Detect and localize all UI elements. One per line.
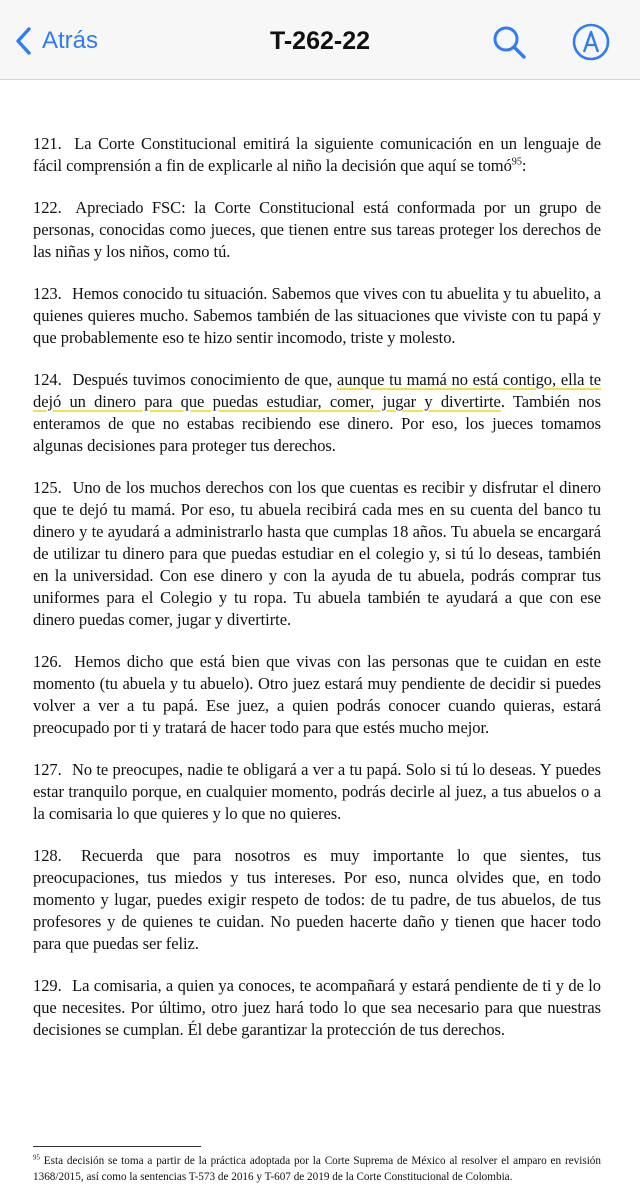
- paragraph-number: 127.: [33, 760, 62, 779]
- navigation-bar: [0, 0, 640, 80]
- search-button[interactable]: [489, 22, 529, 62]
- footnote-95: [33, 1153, 601, 1185]
- paragraph-125: [33, 477, 601, 631]
- back-label: Atrás: [42, 27, 99, 54]
- paragraph-126: [33, 651, 601, 739]
- paragraph-text: No te preocupes, nadie te obligará a ver a tu papá. Solo si tú lo deseas. Y puedes estar tranquilo porque, en cualquier momento, podrás decirle al juez, a tus abuelos o a la comisaria lo que quieres y lo que no quieres.: [33, 760, 601, 823]
- footnote-number: 95: [33, 1153, 40, 1162]
- paragraph-text: La comisaria, a quien ya conoces, te acompañará y estará pendiente de ti y de lo que necesites. Por último, otro juez hará todo lo que sea necesario para que nuestras decisiones se cumplan. Él debe garantizar la protección de tus derechos.: [33, 976, 601, 1039]
- paragraph-122: [33, 197, 601, 263]
- markup-pen-icon: [571, 22, 611, 62]
- paragraph-123: [33, 283, 601, 349]
- document-page[interactable]: [0, 81, 640, 1200]
- paragraph-number: 125.: [33, 478, 62, 497]
- paragraph-text: Recuerda que para nosotros es muy importante lo que sientes, tus preocupaciones, tus miedos y tus intereses. Por eso, nunca olvides que, en todo momento y lugar, puedes exigir respeto de todos: de tu padre, de tus abuelos, de tus profesores y de quienes te cuidan. No pueden hacerte daño y tienen que hacer todo para que puedas ser feliz.: [33, 846, 601, 953]
- paragraph-127: [33, 759, 601, 825]
- paragraph-121: [33, 133, 601, 177]
- chevron-left-icon: [14, 26, 32, 56]
- paragraph-number: 129.: [33, 976, 62, 995]
- paragraph-text: Apreciado FSC: la Corte Constitucional está conformada por un grupo de personas, conocidas como jueces, que tienen entre sus tareas proteger los derechos de las niñas y los niños, como tú.: [33, 198, 601, 261]
- paragraph-text-end: :: [521, 156, 527, 175]
- footnote-reference[interactable]: 95: [511, 156, 522, 168]
- paragraph-number: 121.: [33, 134, 62, 153]
- paragraph-text-start: Después tuvimos conocimiento de que,: [72, 370, 338, 389]
- paragraph-number: 126.: [33, 652, 62, 671]
- document-title: T-262-22: [269, 27, 371, 55]
- paragraph-text-end: . También nos enteramos de que no estabas recibiendo ese dinero. Por eso, los jueces tomamos algunas decisiones para proteger tus derechos.: [33, 392, 602, 455]
- paragraph-number: 128.: [33, 846, 62, 865]
- markup-button[interactable]: [571, 22, 611, 62]
- paragraph-124: [33, 369, 601, 457]
- search-icon: [489, 22, 529, 62]
- paragraph-list: [33, 133, 601, 1061]
- footnote-text: Esta decisión se toma a partir de la práctica adoptada por la Corte Suprema de México al resolver el amparo en revisión 1368/2015, así como la sentencias T-573 de 2016 y T-607 de 2019 de la Corte Constitucional de Colombia.: [33, 1155, 601, 1183]
- paragraph-text: Hemos conocido tu situación. Sabemos que vives con tu abuelita y tu abuelito, a quienes quieres mucho. Sabemos también de las situaciones que viviste con tu papá y que probablemente eso te hizo sentir incomodo, triste y molesto.: [33, 284, 601, 347]
- footnote-divider: [33, 1146, 201, 1147]
- paragraph-128: [33, 845, 601, 955]
- highlighted-text[interactable]: aunque tu mamá no está contigo, ella te dejó un dinero para que puedas estudiar, comer, jugar y divertirte: [33, 370, 602, 411]
- paragraph-text: Hemos dicho que está bien que vivas con las personas que te cuidan en este momento (tu abuela y tu abuelo). Otro juez estará muy pendiente de decidir si puedes volver a ver a tu papá. Ese juez, a quien podrás conocer cuando quieras, estará preocupado por ti y tratará de hacer todo para que estés mucho mejor.: [33, 652, 601, 737]
- paragraph-text: La Corte Constitucional emitirá la siguiente comunicación en un lenguaje de fácil comprensión a fin de explicarle al niño la decisión que aquí se tomó: [33, 134, 601, 175]
- paragraph-number: 124.: [33, 370, 62, 389]
- paragraph-129: [33, 975, 601, 1041]
- back-button[interactable]: [14, 24, 98, 58]
- paragraph-number: 122.: [33, 198, 62, 217]
- paragraph-text: Uno de los muchos derechos con los que cuentas es recibir y disfrutar el dinero que te dejó tu mamá. Por eso, tu abuela recibirá cada mes en su cuenta del banco tu dinero y te ayudará a administrarlo hasta que cumplas 18 años. Tu abuela se encargará de utilizar tu dinero para que puedas estudiar en el colegio y, si tú lo deseas, también en la universidad. Con ese dinero y con la ayuda de tu abuela, podrás comprar tus uniformes para el Colegio y tu ropa. Tu abuela también te ayudará a que con ese dinero puedas comer, jugar y divertirte.: [33, 478, 601, 629]
- paragraph-number: 123.: [33, 284, 62, 303]
